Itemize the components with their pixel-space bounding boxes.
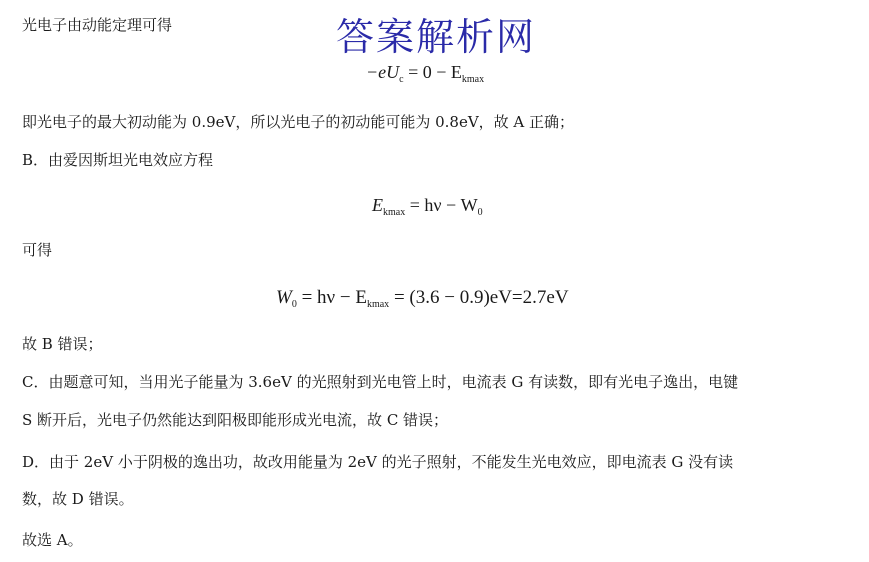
eq1-lhs-sub: c	[399, 74, 404, 85]
intro-text: 光电子由动能定理可得	[22, 16, 173, 34]
statement-c-line1: C．由题意可知，当用光子能量为 3.6eV 的光照射到光电管上时，电流表 G 有读数，即有光电子逸出，电键	[22, 373, 739, 391]
statement-c-line2: S 断开后，光电子仍然能达到阳极即能形成光电流，故 C 错误；	[22, 411, 449, 429]
statement-a: 即光电子的最大初动能为 0.9eV，所以光电子的初动能可能为 0.8eV，故 A 正确；	[22, 113, 575, 131]
eq1-lhs: −eU	[366, 62, 400, 82]
watermark-text: 答案解析网	[336, 15, 537, 59]
eq3-mid: = hν − E	[296, 287, 367, 308]
eq3-lhs: W	[276, 287, 292, 308]
eq2-lhs-sub: kmax	[383, 207, 406, 218]
eq3-mid-sub: kmax	[366, 299, 390, 310]
eq3-lhs-sub: 0	[291, 299, 297, 310]
equation-photoelectric	[372, 195, 483, 218]
final-answer: 故选 A。	[22, 531, 83, 549]
statement-b-wrong: 故 B 错误；	[22, 335, 103, 353]
statement-d-line1: D．由于 2eV 小于阴极的逸出功，故改用能量为 2eV 的光子照射，不能发生光电效应，即电流表 G 没有读	[22, 453, 734, 471]
eq3-rhs: = (3.6 − 0.9)eV=2.7eV	[389, 287, 569, 308]
eq1-rhs: = 0 − E	[403, 62, 462, 82]
eq2-rhs: = hν − W	[405, 195, 478, 215]
equation-work-function	[276, 287, 569, 310]
kede-text: 可得	[22, 241, 53, 259]
eq2-rhs-sub: 0	[477, 207, 483, 218]
eq2-lhs: E	[372, 195, 383, 215]
eq1-rhs-sub: kmax	[461, 74, 485, 85]
equation-kinetic-energy	[366, 62, 484, 85]
statement-d-line2: 数，故 D 错误。	[22, 490, 134, 508]
statement-b-heading: B．由爱因斯坦光电效应方程	[22, 151, 214, 169]
